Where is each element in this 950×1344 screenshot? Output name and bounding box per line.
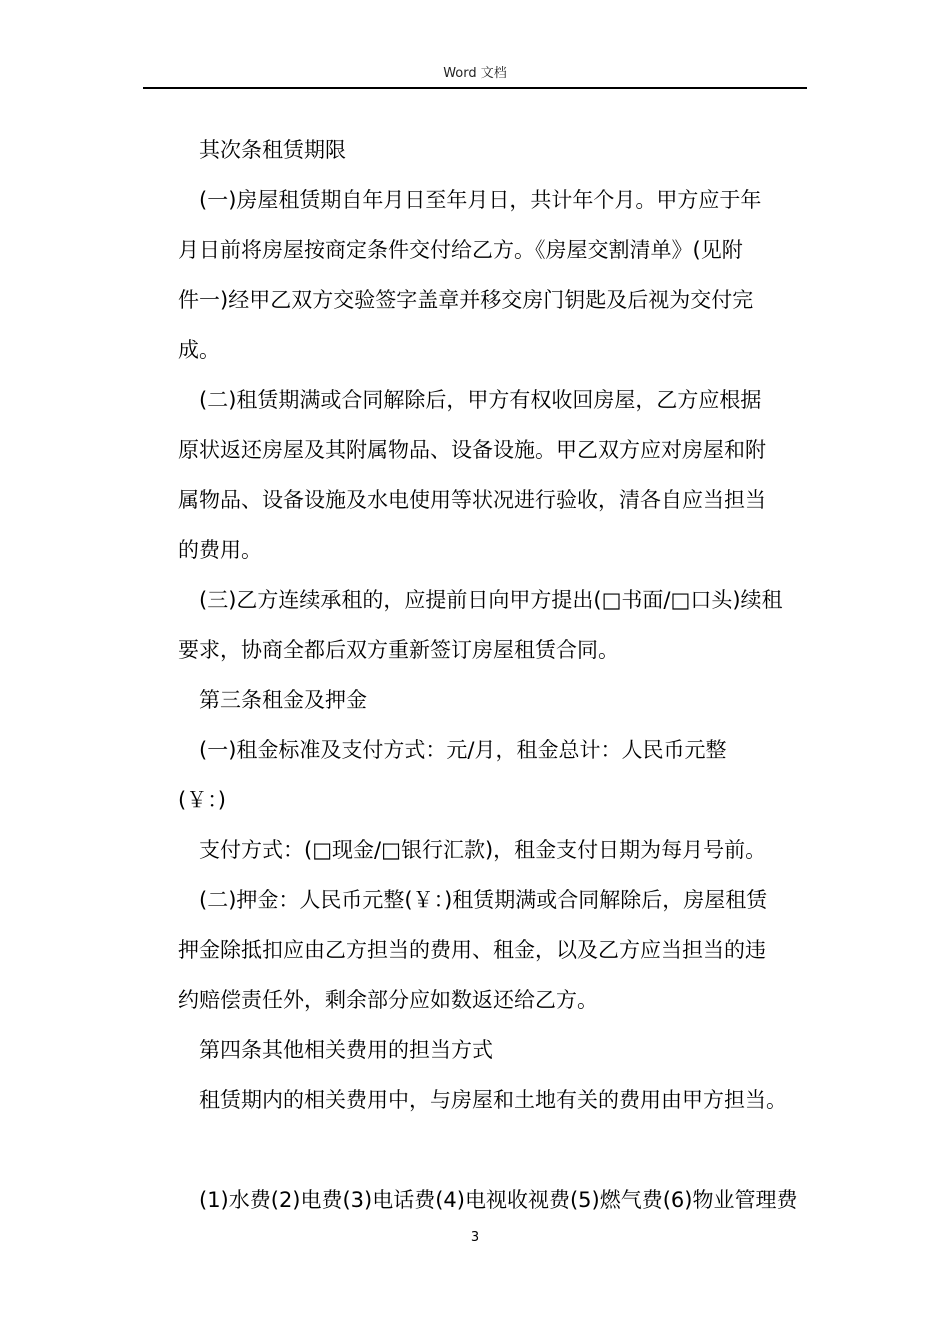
paragraph-line: 要求，协商全都后双方重新签订房屋租赁合同。	[178, 638, 619, 662]
paragraph-line: (一)房屋租赁期自年月日至年月日，共计年个月。甲方应于年	[199, 188, 762, 212]
paragraph-line: 租赁期内的相关费用中，与房屋和土地有关的费用由甲方担当。	[199, 1088, 787, 1112]
page-number: 3	[470, 1230, 480, 1245]
document-body	[178, 125, 808, 1225]
paragraph-line: 成。	[178, 338, 220, 362]
header-divider	[143, 87, 807, 89]
section-heading-other-fees: 第四条其他相关费用的担当方式	[199, 1038, 493, 1062]
paragraph-line: 属物品、设备设施及水电使用等状况进行验收，清各自应当担当	[178, 488, 766, 512]
paragraph-line: (二)押金：人民币元整(￥：)租赁期满或合同解除后，房屋租赁	[199, 888, 768, 912]
blank-line	[178, 1125, 808, 1175]
paragraph-line: (二)租赁期满或合同解除后，甲方有权收回房屋，乙方应根据	[199, 388, 762, 412]
paragraph-line: 月日前将房屋按商定条件交付给乙方。《房屋交割清单》(见附	[178, 238, 743, 262]
paragraph-line: 支付方式：(□现金/□银行汇款)，租金支付日期为每月号前。	[199, 838, 767, 862]
section-heading-lease-term: 其次条租赁期限	[199, 138, 346, 162]
paragraph-line: 押金除抵扣应由乙方担当的费用、租金，以及乙方应当担当的违	[178, 938, 766, 962]
paragraph-line: 约赔偿责任外，剩余部分应如数返还给乙方。	[178, 988, 598, 1012]
document-header-title: Word 文档	[443, 66, 507, 81]
paragraph-line: (1)水费(2)电费(3)电话费(4)电视收视费(5)燃气费(6)物业管理费	[199, 1188, 798, 1212]
paragraph-line: 的费用。	[178, 538, 262, 562]
paragraph-line: (一)租金标准及支付方式：元/月，租金总计：人民币元整	[199, 738, 727, 762]
section-heading-rent-deposit: 第三条租金及押金	[199, 688, 367, 712]
paragraph-line: (三)乙方连续承租的，应提前日向甲方提出(□书面/□口头)续租	[199, 588, 783, 612]
paragraph-line: 件一)经甲乙双方交验签字盖章并移交房门钥匙及后视为交付完	[178, 288, 754, 312]
paragraph-line: (￥：)	[178, 788, 226, 812]
paragraph-line: 原状返还房屋及其附属物品、设备设施。甲乙双方应对房屋和附	[178, 438, 766, 462]
